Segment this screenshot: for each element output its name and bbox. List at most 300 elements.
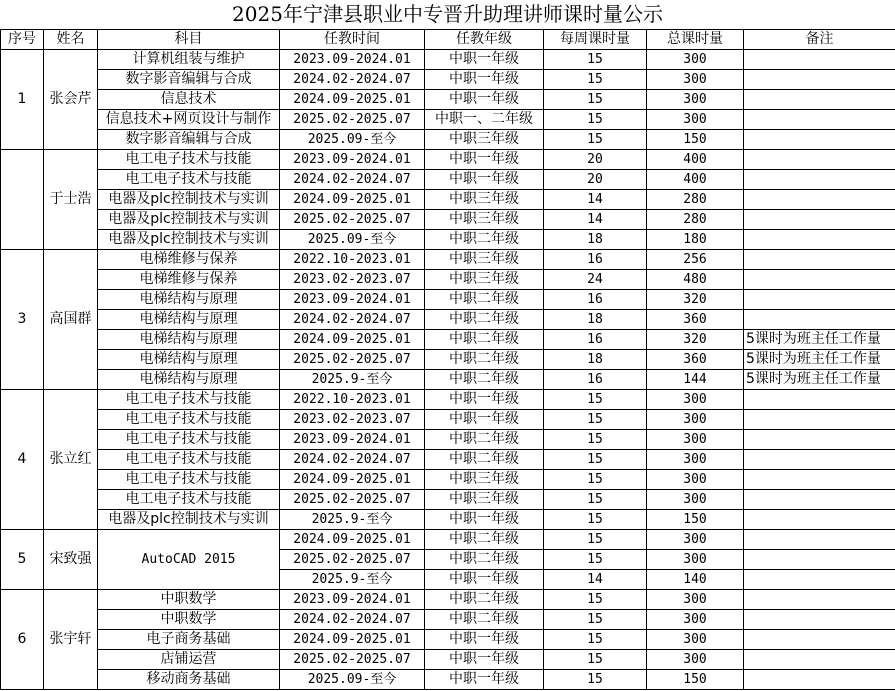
cell-subject-text: 电器及plc控制技术与实训 (108, 231, 269, 247)
cell-no-text: 5 (17, 551, 27, 567)
header-period: 任教时间 (280, 30, 425, 50)
cell-subject-text: 电子商务基础 (146, 631, 231, 647)
cell-remark (744, 50, 895, 70)
cell-grade (425, 130, 544, 150)
cell-remark-text (744, 451, 746, 467)
cell-weekly (544, 450, 647, 470)
cell-remark (744, 110, 895, 130)
table-row (1, 170, 895, 190)
cell-subject-text: 数字影音编辑与合成 (125, 131, 252, 147)
schedule-table (0, 29, 895, 690)
table-row (1, 510, 895, 530)
cell-grade-text: 中职一年级 (449, 631, 519, 647)
cell-grade-text: 中职三年级 (449, 211, 519, 227)
cell-total (647, 410, 744, 430)
cell-weekly-text: 15 (587, 672, 603, 687)
cell-remark-text (744, 511, 746, 527)
cell-period (280, 610, 425, 630)
cell-period-text: 2024.02-2024.07 (293, 312, 411, 327)
cell-grade (425, 510, 544, 530)
header-row (1, 30, 895, 50)
cell-period (280, 110, 425, 130)
table-row (1, 530, 895, 550)
cell-subject (98, 90, 280, 110)
cell-grade (425, 470, 544, 490)
cell-grade (425, 410, 544, 430)
cell-total (647, 210, 744, 230)
cell-grade-text: 中职一年级 (449, 571, 519, 587)
cell-subject-text: 电梯结构与原理 (139, 371, 238, 387)
cell-total (647, 470, 744, 490)
cell-remark-text (744, 551, 746, 567)
cell-total-text: 480 (683, 272, 707, 287)
cell-total (647, 350, 744, 370)
cell-remark-text (744, 491, 746, 507)
cell-weekly-text: 16 (587, 292, 603, 307)
cell-grade (425, 90, 544, 110)
cell-remark-text (744, 191, 746, 207)
cell-period-text: 2022.10-2023.01 (293, 392, 411, 407)
cell-remark-text (744, 71, 746, 87)
cell-remark (744, 570, 895, 590)
cell-remark-text (744, 131, 746, 147)
cell-subject (98, 50, 280, 70)
cell-subject-text: 电梯结构与原理 (139, 311, 238, 327)
cell-period-text: 2025.9-至今 (311, 512, 393, 527)
table-row (1, 70, 895, 90)
cell-period (280, 230, 425, 250)
cell-total-text: 300 (683, 532, 707, 547)
cell-name (44, 530, 98, 590)
cell-remark (744, 230, 895, 250)
cell-period-text: 2024.02-2024.07 (293, 452, 411, 467)
cell-grade (425, 590, 544, 610)
table-row (1, 270, 895, 290)
cell-weekly-text: 15 (587, 592, 603, 607)
cell-period (280, 90, 425, 110)
cell-total (647, 310, 744, 330)
cell-weekly (544, 630, 647, 650)
cell-period-text: 2023.02-2023.07 (293, 272, 411, 287)
table-row (1, 310, 895, 330)
cell-weekly (544, 350, 647, 370)
cell-subject-text: 电梯结构与原理 (139, 331, 238, 347)
cell-period (280, 370, 425, 390)
cell-grade-text: 中职二年级 (449, 291, 519, 307)
cell-total-text: 300 (683, 392, 707, 407)
cell-total-text: 300 (683, 92, 707, 107)
cell-remark-text (744, 171, 746, 187)
cell-period (280, 410, 425, 430)
cell-grade (425, 430, 544, 450)
cell-subject-text: 电器及plc控制技术与实训 (108, 211, 269, 227)
table-row (1, 330, 895, 350)
cell-weekly (544, 370, 647, 390)
cell-remark-text (744, 111, 746, 127)
cell-period (280, 550, 425, 570)
cell-period (280, 530, 425, 550)
cell-remark (744, 430, 895, 450)
cell-period-text: 2024.09-2025.01 (293, 532, 411, 547)
table-row (1, 250, 895, 270)
cell-remark-text (744, 471, 746, 487)
cell-total (647, 510, 744, 530)
cell-remark (744, 250, 895, 270)
cell-grade (425, 310, 544, 330)
header-total: 总课时量 (647, 30, 744, 50)
cell-weekly (544, 210, 647, 230)
cell-total-text: 300 (683, 612, 707, 627)
cell-grade-text: 中职二年级 (449, 451, 519, 467)
cell-period-text: 2023.09-2024.01 (293, 52, 411, 67)
cell-remark-text (744, 91, 746, 107)
cell-name (44, 50, 98, 150)
cell-subject (98, 410, 280, 430)
cell-weekly-text: 18 (587, 312, 603, 327)
cell-remark-text (744, 591, 746, 607)
cell-total-text: 300 (683, 552, 707, 567)
cell-period (280, 130, 425, 150)
cell-subject (98, 610, 280, 630)
cell-subject (98, 270, 280, 290)
cell-grade (425, 330, 544, 350)
cell-remark-text (744, 651, 746, 667)
cell-total (647, 570, 744, 590)
cell-total (647, 70, 744, 90)
cell-weekly-text: 24 (587, 272, 603, 287)
cell-weekly-text: 15 (587, 532, 603, 547)
cell-weekly-text: 16 (587, 252, 603, 267)
cell-period-text: 2024.02-2024.07 (293, 612, 411, 627)
cell-total-text: 300 (683, 52, 707, 67)
cell-subject (98, 490, 280, 510)
cell-grade-text: 中职二年级 (449, 231, 519, 247)
cell-remark-text: 5课时为班主任工作量 (746, 351, 881, 367)
cell-remark (744, 210, 895, 230)
table-row (1, 670, 895, 690)
cell-total (647, 630, 744, 650)
cell-period-text: 2025.02-2025.07 (293, 212, 411, 227)
cell-remark-text (744, 231, 746, 247)
cell-subject (98, 670, 280, 690)
header-remark: 备注 (744, 30, 895, 50)
cell-subject-text: AutoCAD 2015 (141, 552, 236, 567)
cell-grade (425, 210, 544, 230)
cell-remark-text: 5课时为班主任工作量 (746, 371, 881, 387)
cell-total (647, 550, 744, 570)
cell-remark-text (744, 611, 746, 627)
header-grade: 任教年级 (425, 30, 544, 50)
cell-total (647, 670, 744, 690)
cell-grade-text: 中职二年级 (449, 351, 519, 367)
cell-weekly (544, 610, 647, 630)
cell-weekly-text: 15 (587, 632, 603, 647)
cell-total-text: 144 (683, 372, 707, 387)
cell-grade-text: 中职三年级 (449, 191, 519, 207)
cell-subject-text: 数字影音编辑与合成 (125, 71, 252, 87)
cell-grade (425, 610, 544, 630)
header-no: 序号 (1, 30, 44, 50)
cell-subject-text: 电工电子技术与技能 (125, 471, 252, 487)
cell-grade (425, 670, 544, 690)
cell-grade-text: 中职一年级 (449, 391, 519, 407)
cell-grade (425, 390, 544, 410)
cell-period (280, 170, 425, 190)
cell-subject-text: 信息技术+网页设计与制作 (105, 111, 272, 127)
cell-weekly (544, 650, 647, 670)
cell-remark (744, 610, 895, 630)
cell-subject (98, 430, 280, 450)
cell-weekly (544, 230, 647, 250)
cell-weekly (544, 130, 647, 150)
cell-weekly (544, 110, 647, 130)
cell-grade (425, 150, 544, 170)
cell-total (647, 90, 744, 110)
cell-grade (425, 450, 544, 470)
cell-period (280, 210, 425, 230)
cell-subject-text: 电工电子技术与技能 (125, 171, 252, 187)
cell-total (647, 430, 744, 450)
table-row (1, 110, 895, 130)
cell-grade-text: 中职一年级 (449, 51, 519, 67)
cell-no-text: 6 (17, 631, 27, 647)
cell-weekly-text: 20 (587, 152, 603, 167)
cell-total-text: 300 (683, 632, 707, 647)
cell-no (1, 50, 44, 150)
cell-total-text: 300 (683, 72, 707, 87)
cell-remark-text (744, 431, 746, 447)
cell-grade-text: 中职一年级 (449, 171, 519, 187)
cell-weekly-text: 14 (587, 192, 603, 207)
cell-weekly-text: 14 (587, 212, 603, 227)
cell-weekly (544, 310, 647, 330)
cell-weekly (544, 530, 647, 550)
table-row (1, 630, 895, 650)
cell-subject (98, 530, 280, 590)
cell-weekly-text: 15 (587, 112, 603, 127)
cell-subject-text: 电梯结构与原理 (139, 351, 238, 367)
cell-grade-text: 中职二年级 (449, 371, 519, 387)
cell-subject (98, 130, 280, 150)
cell-period (280, 350, 425, 370)
cell-no (1, 150, 44, 250)
cell-total (647, 450, 744, 470)
cell-period (280, 650, 425, 670)
cell-grade-text: 中职一、二年级 (435, 111, 533, 127)
cell-total-text: 300 (683, 452, 707, 467)
cell-period-text: 2025.09-至今 (307, 232, 397, 247)
cell-name-text: 宋致强 (49, 551, 92, 567)
cell-grade-text: 中职二年级 (449, 611, 519, 627)
cell-weekly (544, 550, 647, 570)
cell-period (280, 590, 425, 610)
cell-name (44, 390, 98, 530)
cell-period (280, 50, 425, 70)
cell-grade-text: 中职一年级 (449, 91, 519, 107)
cell-period-text: 2023.09-2024.01 (293, 292, 411, 307)
cell-grade-text: 中职三年级 (449, 251, 519, 267)
cell-weekly (544, 150, 647, 170)
table-row (1, 470, 895, 490)
cell-weekly (544, 470, 647, 490)
cell-total (647, 290, 744, 310)
cell-grade-text: 中职三年级 (449, 491, 519, 507)
cell-period (280, 390, 425, 410)
cell-grade-text: 中职二年级 (449, 431, 519, 447)
cell-period (280, 570, 425, 590)
cell-weekly-text: 15 (587, 92, 603, 107)
cell-period-text: 2023.09-2024.01 (293, 432, 411, 447)
cell-subject (98, 70, 280, 90)
table-row (1, 590, 895, 610)
cell-grade (425, 350, 544, 370)
table-row (1, 650, 895, 670)
cell-no-text: 4 (17, 451, 27, 467)
table-row (1, 130, 895, 150)
cell-remark (744, 490, 895, 510)
cell-grade-text: 中职二年级 (449, 331, 519, 347)
cell-total-text: 150 (683, 132, 707, 147)
cell-remark (744, 130, 895, 150)
cell-weekly-text: 15 (587, 132, 603, 147)
header-subject: 科目 (98, 30, 280, 50)
cell-total (647, 270, 744, 290)
cell-weekly-text: 18 (587, 232, 603, 247)
cell-period-text: 2025.09-至今 (307, 672, 397, 687)
cell-total-text: 280 (683, 192, 707, 207)
cell-subject-text: 电梯维修与保养 (139, 251, 238, 267)
cell-remark (744, 410, 895, 430)
cell-subject (98, 450, 280, 470)
cell-no (1, 390, 44, 530)
cell-total-text: 180 (683, 232, 707, 247)
cell-grade (425, 650, 544, 670)
table-row (1, 290, 895, 310)
table-row (1, 150, 895, 170)
cell-subject (98, 390, 280, 410)
cell-subject-text: 电工电子技术与技能 (125, 491, 252, 507)
cell-grade-text: 中职二年级 (449, 591, 519, 607)
cell-weekly (544, 330, 647, 350)
cell-weekly (544, 170, 647, 190)
cell-remark (744, 450, 895, 470)
cell-subject (98, 230, 280, 250)
cell-weekly (544, 270, 647, 290)
cell-remark (744, 630, 895, 650)
cell-remark (744, 290, 895, 310)
cell-remark (744, 510, 895, 530)
cell-total-text: 400 (683, 152, 707, 167)
cell-name (44, 150, 98, 250)
cell-period-text: 2024.09-2025.01 (293, 632, 411, 647)
cell-grade (425, 370, 544, 390)
cell-remark-text (744, 51, 746, 67)
cell-remark (744, 550, 895, 570)
cell-period-text: 2024.09-2025.01 (293, 192, 411, 207)
cell-remark-text (744, 671, 746, 687)
cell-remark-text (744, 211, 746, 227)
table-body (1, 50, 895, 690)
cell-weekly-text: 16 (587, 372, 603, 387)
header-name: 姓名 (44, 30, 98, 50)
cell-period (280, 190, 425, 210)
cell-subject (98, 250, 280, 270)
cell-period-text: 2024.02-2024.07 (293, 172, 411, 187)
cell-subject (98, 370, 280, 390)
cell-period (280, 330, 425, 350)
cell-weekly (544, 570, 647, 590)
cell-period (280, 270, 425, 290)
cell-remark-text (744, 291, 746, 307)
cell-subject (98, 210, 280, 230)
cell-weekly (544, 410, 647, 430)
cell-period-text: 2025.9-至今 (311, 572, 393, 587)
cell-total (647, 170, 744, 190)
cell-total (647, 370, 744, 390)
cell-no-text: 1 (17, 91, 27, 107)
cell-subject (98, 510, 280, 530)
cell-period-text: 2025.02-2025.07 (293, 352, 411, 367)
cell-weekly-text: 18 (587, 352, 603, 367)
cell-total (647, 230, 744, 250)
cell-remark-text (744, 631, 746, 647)
cell-weekly (544, 590, 647, 610)
cell-name-text: 张会芹 (49, 91, 92, 107)
cell-grade (425, 50, 544, 70)
cell-total-text: 280 (683, 212, 707, 227)
cell-period (280, 630, 425, 650)
cell-remark (744, 310, 895, 330)
cell-grade-text: 中职二年级 (449, 531, 519, 547)
cell-grade-text: 中职三年级 (449, 271, 519, 287)
cell-no (1, 250, 44, 390)
table-row (1, 610, 895, 630)
cell-remark-text (744, 271, 746, 287)
table-row (1, 210, 895, 230)
cell-remark (744, 170, 895, 190)
cell-total (647, 530, 744, 550)
cell-subject-text: 信息技术 (160, 91, 217, 107)
cell-subject (98, 350, 280, 370)
cell-remark-text: 5课时为班主任工作量 (746, 331, 881, 347)
cell-subject (98, 190, 280, 210)
cell-name (44, 250, 98, 390)
cell-total-text: 360 (683, 312, 707, 327)
table-row (1, 230, 895, 250)
cell-total-text: 300 (683, 412, 707, 427)
cell-period-text: 2023.09-2024.01 (293, 592, 411, 607)
cell-period (280, 70, 425, 90)
cell-total (647, 250, 744, 270)
cell-weekly (544, 510, 647, 530)
table-row (1, 490, 895, 510)
cell-period-text: 2025.09-至今 (307, 132, 397, 147)
cell-weekly-text: 15 (587, 432, 603, 447)
cell-grade (425, 530, 544, 550)
cell-subject (98, 330, 280, 350)
cell-weekly (544, 390, 647, 410)
cell-remark (744, 530, 895, 550)
cell-remark (744, 150, 895, 170)
cell-total-text: 320 (683, 292, 707, 307)
cell-weekly-text: 15 (587, 492, 603, 507)
cell-remark (744, 270, 895, 290)
cell-grade (425, 250, 544, 270)
cell-name-text: 于士浩 (49, 191, 92, 207)
cell-total-text: 150 (683, 672, 707, 687)
cell-period (280, 670, 425, 690)
cell-grade (425, 170, 544, 190)
